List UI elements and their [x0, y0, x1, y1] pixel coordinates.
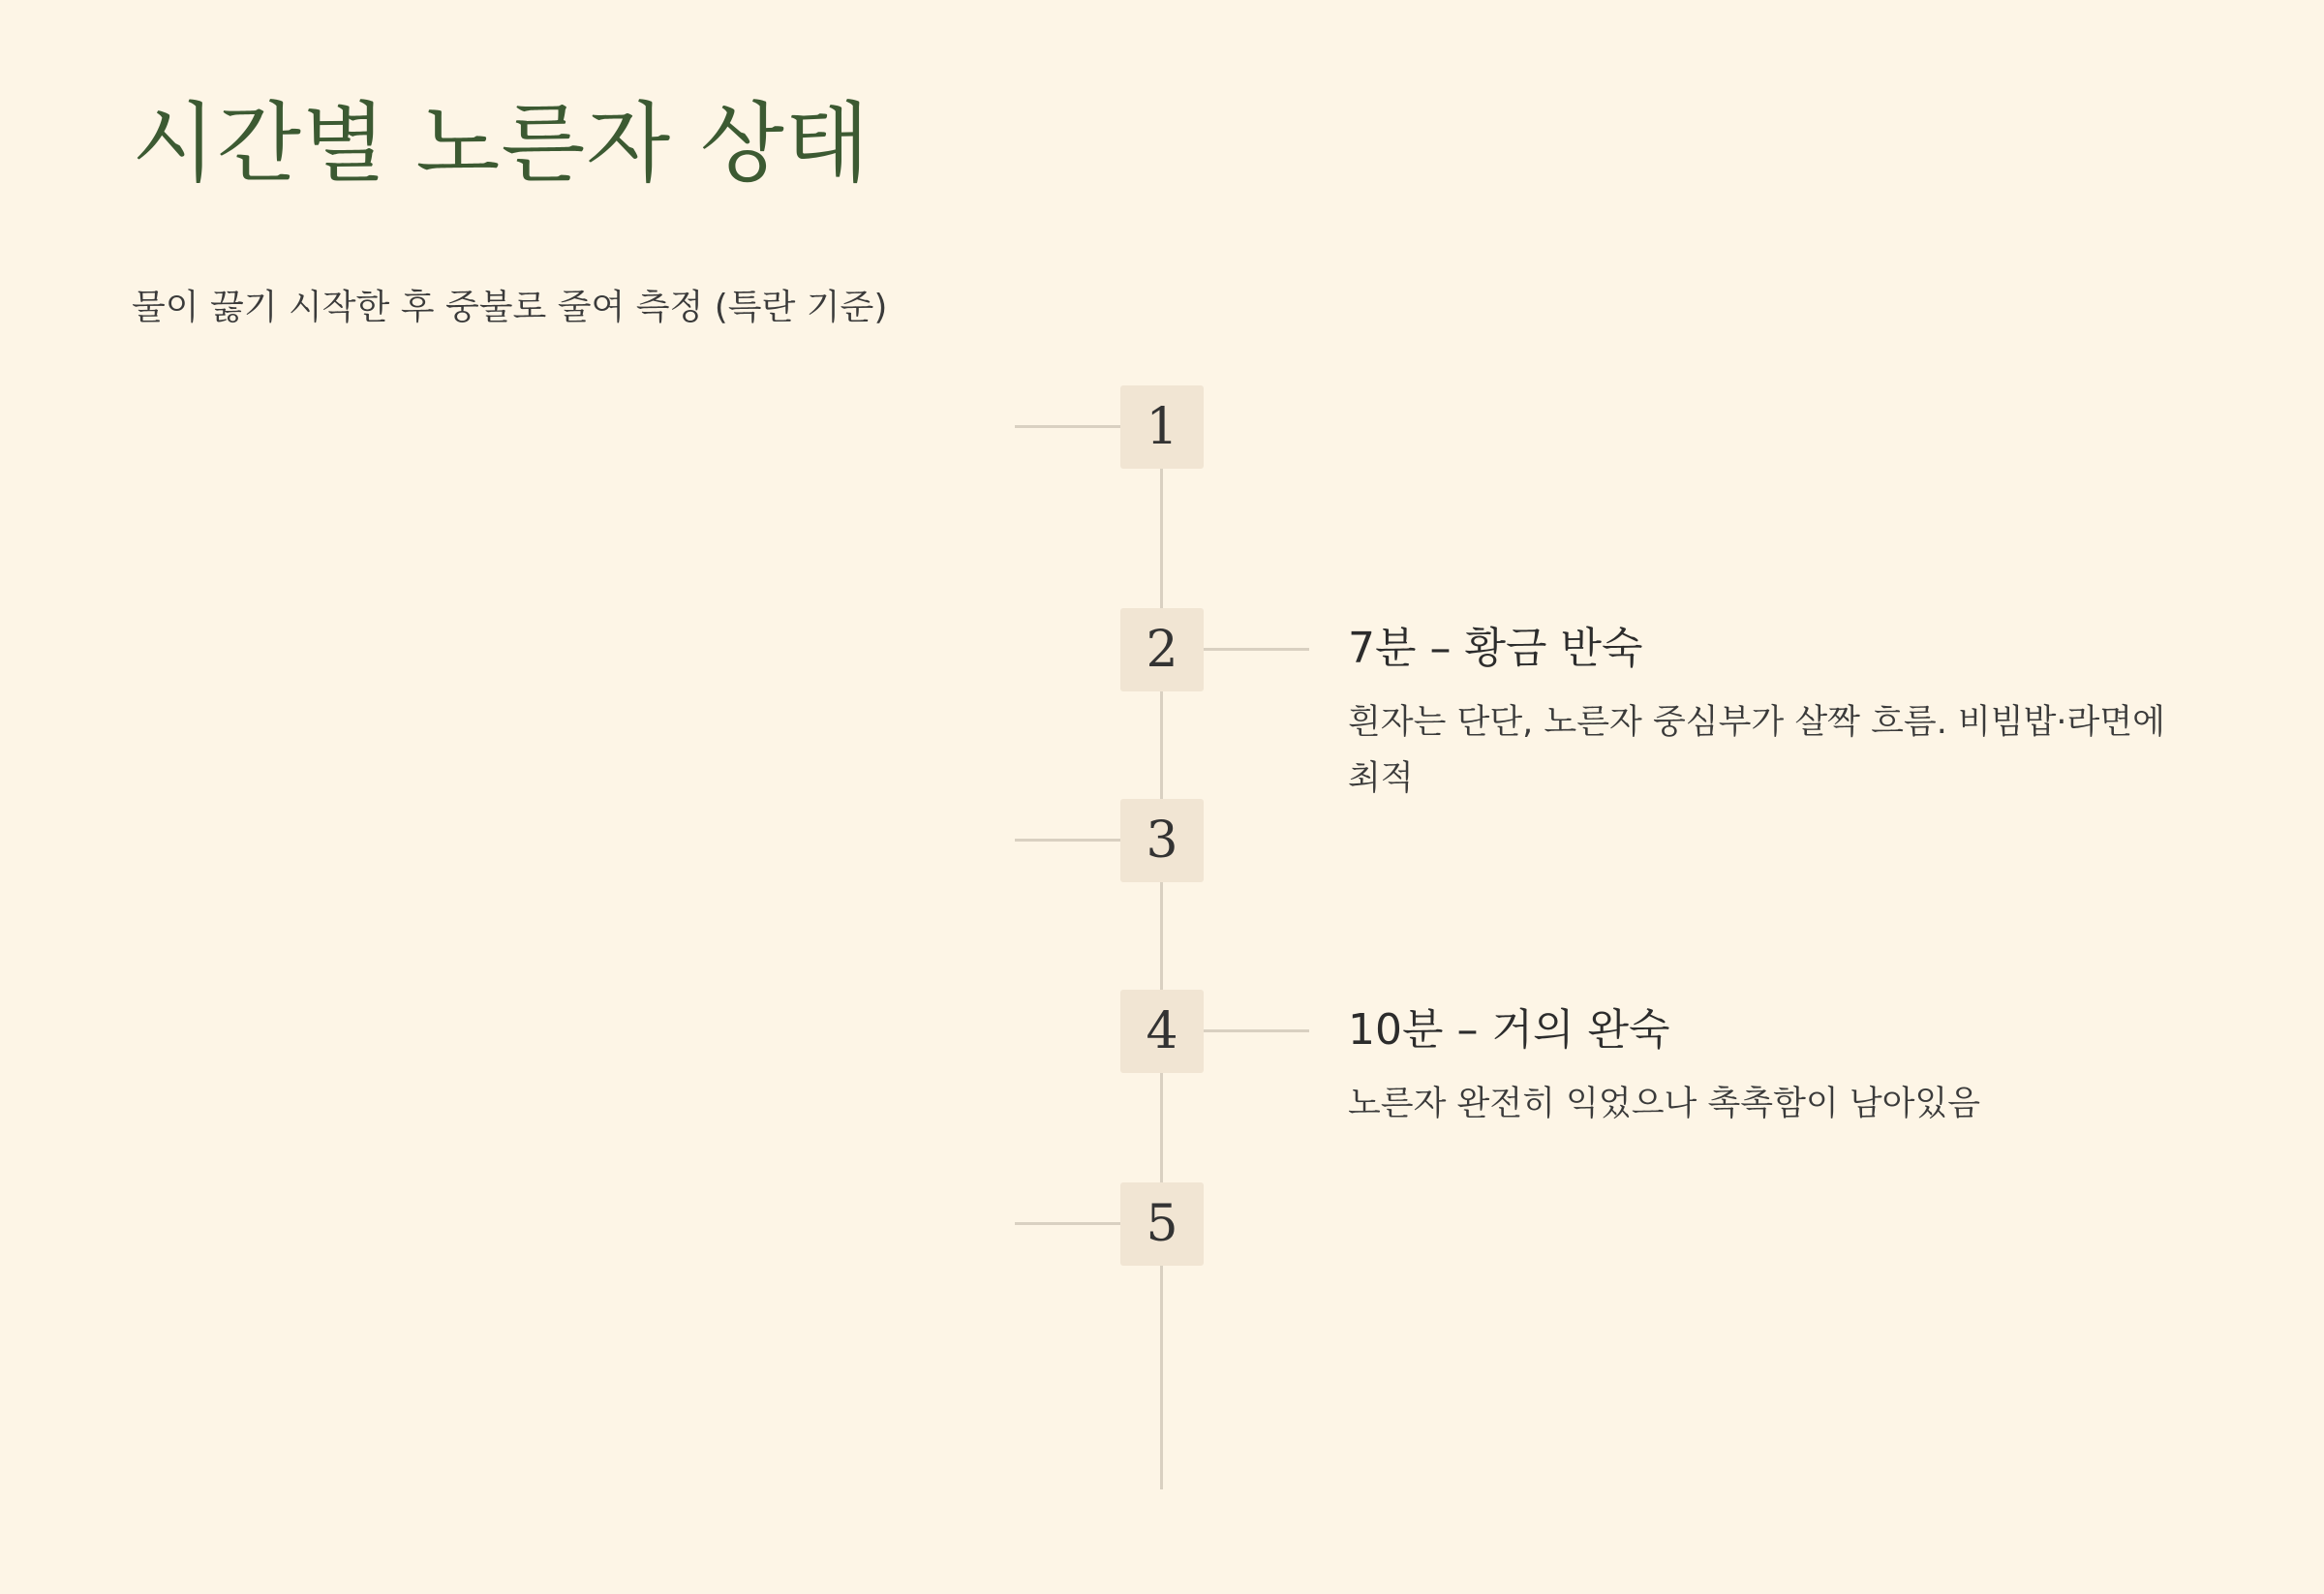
- stage-connector: [1203, 648, 1309, 651]
- page-title: 시간별 노른자 상태: [132, 93, 871, 195]
- stage-number-marker: 2: [1120, 608, 1204, 691]
- stage-connector: [1015, 839, 1121, 842]
- stage-title: 7분 – 황금 반숙: [1348, 624, 1643, 673]
- stage-connector: [1015, 425, 1121, 428]
- stage-description: 노른자 완전히 익었으나 촉촉함이 남아있음: [1348, 1085, 1981, 1123]
- stage-number-marker: 1: [1120, 385, 1204, 469]
- stage-number-marker: 3: [1120, 799, 1204, 882]
- stage-number-marker: 4: [1120, 990, 1204, 1073]
- stage-title: 10분 – 거의 완숙: [1348, 1005, 1670, 1055]
- page-subtitle: 물이 끓기 시작한 후 중불로 줄여 측정 (특란 기준): [132, 288, 888, 327]
- stage-connector: [1203, 1029, 1309, 1032]
- stage-description: 흰자는 단단, 노른자 중심부가 살짝 흐름. 비빔밥·라면에 최적: [1348, 703, 2165, 798]
- timeline-axis: [1160, 407, 1163, 1489]
- stage-number-marker: 5: [1120, 1182, 1204, 1266]
- stage-connector: [1015, 1222, 1121, 1225]
